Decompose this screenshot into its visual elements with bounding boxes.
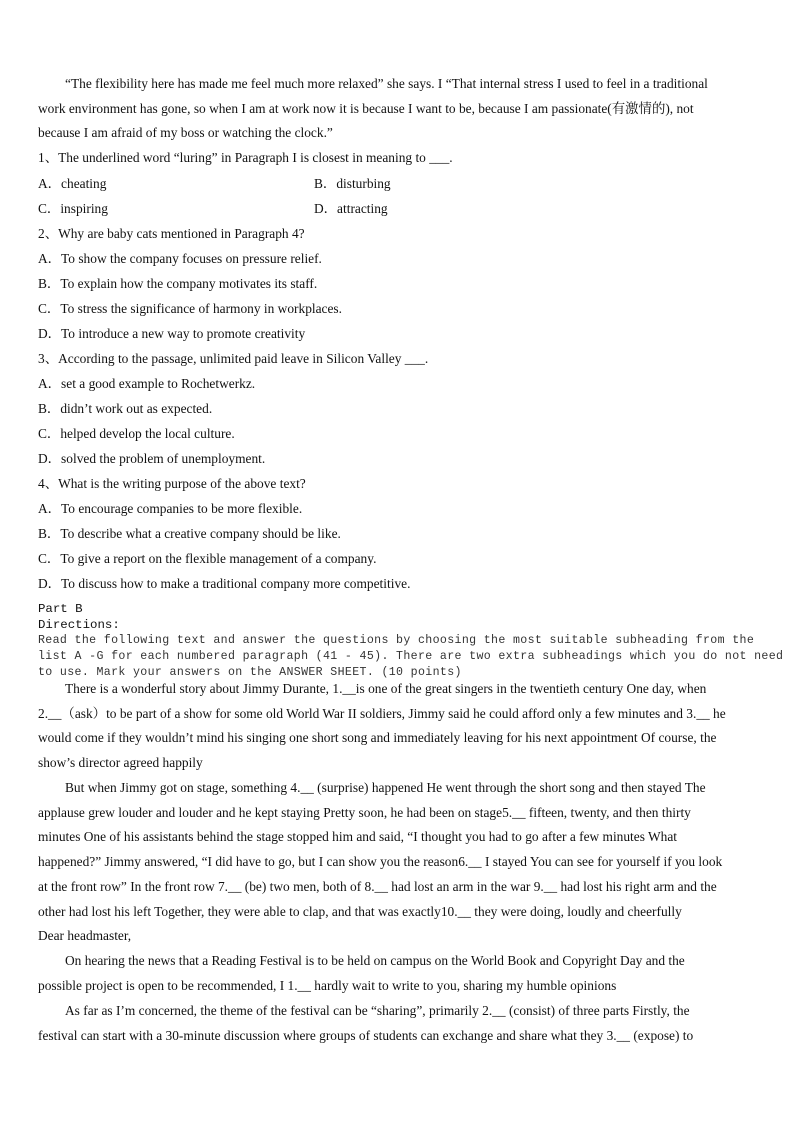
option-d: D．solved the problem of unemployment. (38, 451, 266, 466)
option-c: C．To stress the significance of harmony in workplaces. (38, 301, 342, 316)
letter-line: As far as I’m concerned, the theme of the festival can be “sharing”, primarily 2.__ (consist) of three parts Firstly, the (65, 1003, 690, 1018)
option-d: D．To discuss how to make a traditional company more competitive. (38, 576, 411, 591)
option-c: C．To give a report on the flexible management of a company. (38, 551, 377, 566)
option-a: A．cheating (38, 176, 107, 191)
story-line: 2.__（ask）to be part of a show for some old World War II soldiers, Jimmy said he could afford only a few minutes and 3.__ he (38, 706, 726, 721)
letter-line: festival can start with a 30-minute discussion where groups of students can exchange and share what they 3.__ (expose) to (38, 1028, 694, 1043)
story-line: happened?” Jimmy answered, “I did have to go, but I can show you the reason6.__ I stayed You can see for yourself if you look (38, 854, 723, 869)
option-d: D．To introduce a new way to promote creativity (38, 326, 306, 341)
story-line: There is a wonderful story about Jimmy Durante, 1.__is one of the great singers in the twentieth century One day, when (65, 681, 707, 696)
passage-line: “The flexibility here has made me feel much more relaxed” she says. I “That internal stress I used to feel in a traditional (65, 76, 708, 91)
directions-text: list A -G for each numbered paragraph (41 - 45). There are two extra subheadings which you do not need (38, 650, 784, 663)
option-b: B．To explain how the company motivates its staff. (38, 276, 318, 291)
question-stem: 1、The underlined word “luring” in Paragraph I is closest in meaning to ___. (38, 150, 453, 165)
option-c: C．inspiring (38, 201, 108, 216)
story-line: applause grew louder and louder and he kept staying Pretty soon, he had been on stage5.__ fifteen, twenty, and then thirty (38, 805, 691, 820)
story-line: at the front row” In the front row 7.__ (be) two men, both of 8.__ had lost an arm in the war 9.__ had lost his right arm and the (38, 879, 717, 894)
passage-line: work environment has gone, so when I am at work now it is because I want to be, because I am passionate(有激情的), not (38, 101, 694, 116)
option-a: A．To encourage companies to be more flexible. (38, 501, 303, 516)
option-d: D．attracting (314, 201, 388, 216)
letter-line: possible project is open to be recommended, I 1.__ hardly wait to write to you, sharing my humble opinions (38, 978, 617, 993)
story-line: minutes One of his assistants behind the stage stopped him and said, “I thought you had to go after a few minutes What (38, 829, 678, 844)
question-stem: 3、According to the passage, unlimited paid leave in Silicon Valley ___. (38, 351, 429, 366)
part-title: Part B (38, 602, 83, 616)
directions-text: Read the following text and answer the questions by choosing the most suitable subheading from the (38, 634, 755, 647)
option-a: A．set a good example to Rochetwerkz. (38, 376, 256, 391)
question-stem: 4、What is the writing purpose of the above text? (38, 476, 306, 491)
option-b: B．To describe what a creative company should be like. (38, 526, 341, 541)
passage-line: because I am afraid of my boss or watching the clock.” (38, 125, 333, 140)
story-line: would come if they wouldn’t mind his singing one short song and immediately leaving for his next appointment Of course, the (38, 730, 717, 745)
directions-text: to use. Mark your answers on the ANSWER SHEET. (10 points) (38, 666, 462, 679)
directions-label: Directions: (38, 618, 120, 632)
option-b: B．didn’t work out as expected. (38, 401, 213, 416)
story-line: other had lost his left Together, they were able to clap, and that was exactly10.__ they were doing, loudly and cheerfully (38, 904, 682, 919)
story-line: But when Jimmy got on stage, something 4.__ (surprise) happened He went through the short song and then stayed The (65, 780, 706, 795)
story-line: show’s director agreed happily (38, 755, 203, 770)
option-b: B．disturbing (314, 176, 391, 191)
letter-line: Dear headmaster, (38, 928, 132, 943)
option-a: A．To show the company focuses on pressure relief. (38, 251, 322, 266)
option-c: C．helped develop the local culture. (38, 426, 235, 441)
letter-line: On hearing the news that a Reading Festival is to be held on campus on the World Book and Copyright Day and the (65, 953, 685, 968)
question-stem: 2、Why are baby cats mentioned in Paragraph 4? (38, 226, 305, 241)
